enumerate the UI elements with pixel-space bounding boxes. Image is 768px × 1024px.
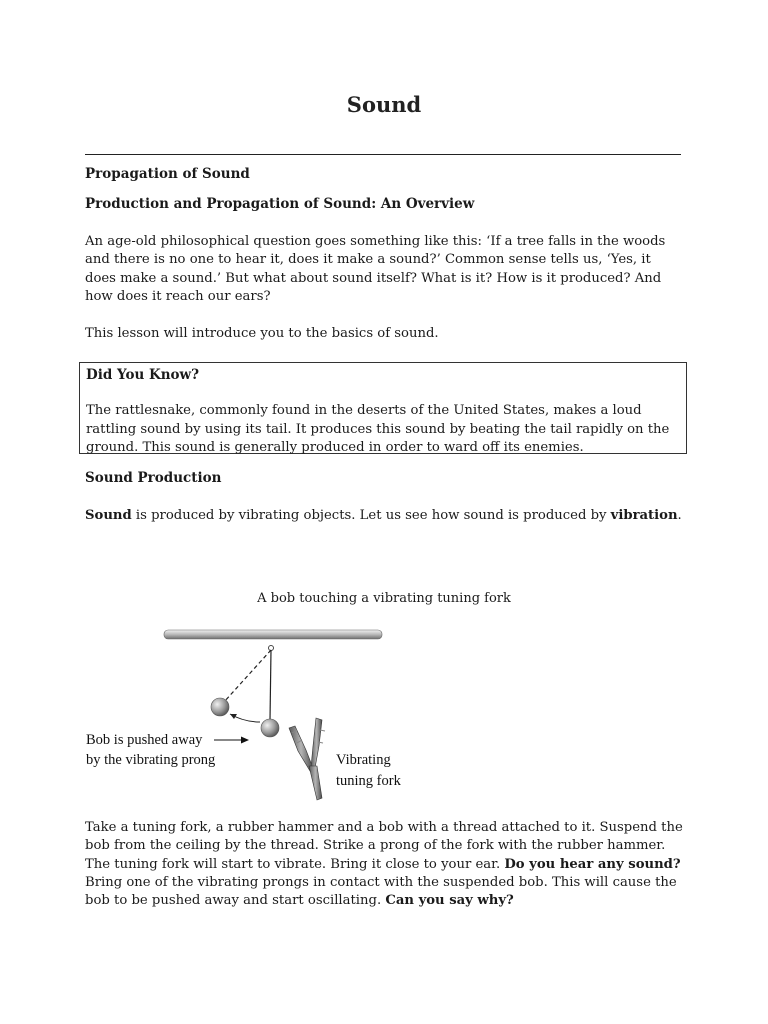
title-divider <box>85 154 681 155</box>
label-bob-line2: by the vibrating prong <box>86 752 216 768</box>
bold-vibration: vibration <box>610 508 678 523</box>
bold-question-1: Do you hear any sound? <box>504 856 681 872</box>
section-heading-sound-production: Sound Production <box>85 470 222 486</box>
thread <box>270 650 271 720</box>
thread-dashed <box>224 650 271 702</box>
production-text-1: is produced by vibrating objects. Let us see how sound is produced by <box>131 508 611 523</box>
page-title: Sound <box>346 92 422 117</box>
section-heading-propagation: Propagation of Sound <box>85 166 250 182</box>
callout-text: The rattlesnake, commonly found in the deserts of the United States, makes a loud rattling sound by using its tail. It produces this sound by beating the tail rapidly on the ground. This sound is generally produced in order to ward off its enemies. <box>86 403 670 455</box>
label-bob-line1: Bob is pushed away <box>86 732 203 748</box>
bold-sound: Sound <box>85 508 132 523</box>
production-text-2: . <box>677 508 682 523</box>
lesson-paragraph: This lesson will introduce you to the basics of sound. <box>85 326 439 341</box>
ceiling-bar <box>164 630 382 639</box>
intro-paragraph: An age-old philosophical question goes something like this: ‘If a tree falls in the woods and there is no one to hear it, does it make a sound?’ Common sense tells us, ‘Yes, it does make a sound.’ But what about sound itself? What is it? How is it produced? And how does it reach our ears? <box>85 234 666 304</box>
did-you-know-box <box>79 362 687 454</box>
final-text-1: Take a tuning fork, a rubber hammer and a bob with a thread attached to it. Suspend the bob from the ceiling by the thread. Strike a prong of the fork with the rubber hammer. The tuning fork will start to vibrate. Bring it close to your ear. <box>85 820 683 872</box>
bold-question-2: Can you say why? <box>385 893 514 909</box>
bob <box>261 719 279 737</box>
label-arrowhead <box>241 737 249 744</box>
hook <box>269 646 274 651</box>
label-fork-line1: Vibrating <box>336 752 391 768</box>
section-heading-overview: Production and Propagation of Sound: An Overview <box>85 196 475 212</box>
final-text-2: Bring one of the vibrating prongs in contact with the suspended bob. This will cause the bob to be pushed away and start oscillating. <box>85 874 677 909</box>
production-paragraph <box>85 507 685 525</box>
label-fork-line2: tuning fork <box>336 773 401 789</box>
callout-heading: Did You Know? <box>86 367 200 383</box>
tuning-fork-figure <box>84 618 424 808</box>
final-paragraph <box>85 819 685 910</box>
figure-caption: A bob touching a vibrating tuning fork <box>257 591 511 606</box>
bob-displaced <box>211 698 229 716</box>
tuning-fork-icon <box>289 718 325 800</box>
